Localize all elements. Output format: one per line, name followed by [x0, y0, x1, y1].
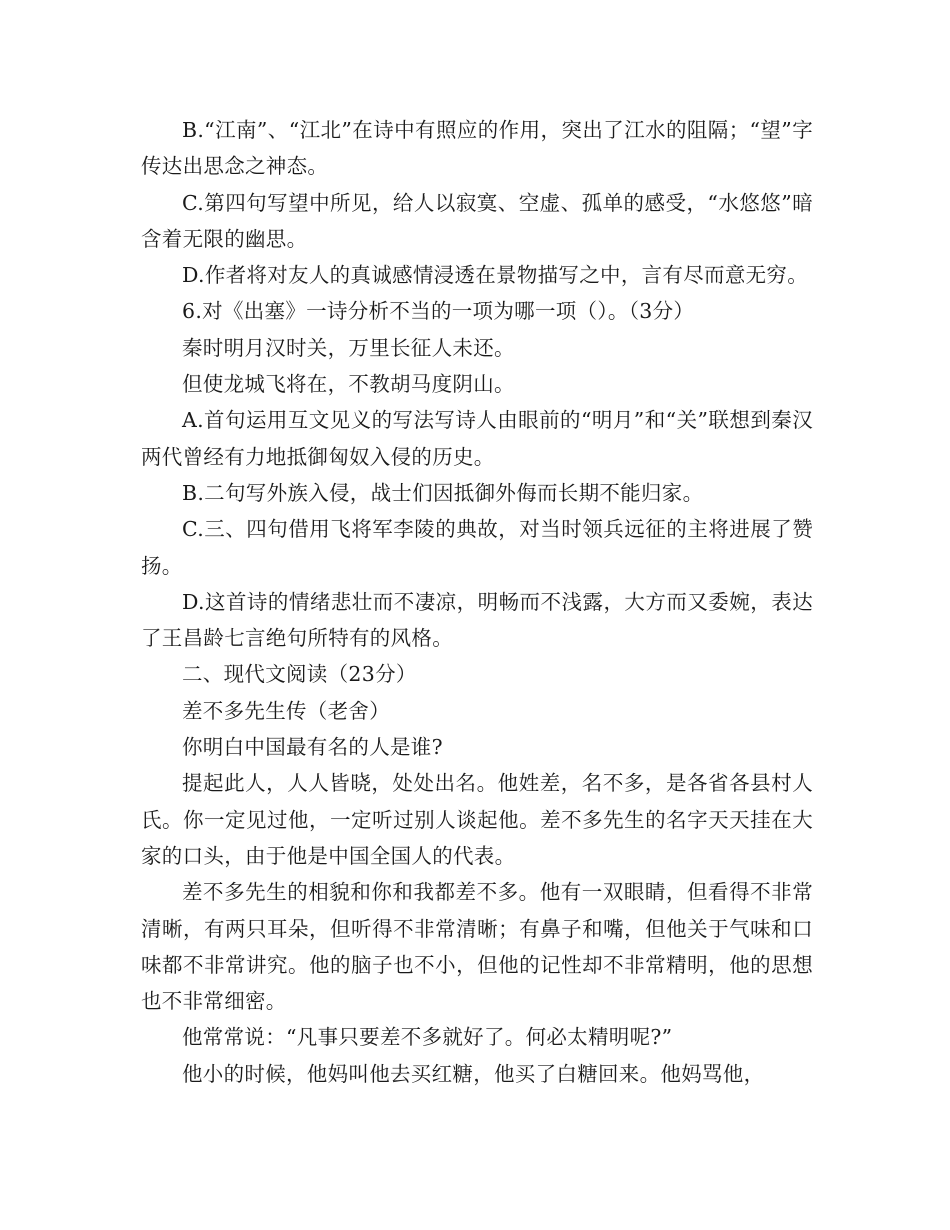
article-paragraph: 你明白中国最有名的人是谁? [182, 735, 443, 760]
question-6: 6.对《出塞》一诗分析不当的一项为哪一项（）。（3分） [182, 299, 695, 324]
option-d-q6: D.这首诗的情绪悲壮而不凄凉，明畅而不浅露，大方而又委婉，表达了王昌龄七言绝句所特有的风格。 [141, 589, 813, 651]
document-body [141, 112, 813, 1092]
option-b-q6: B.二句写外族入侵，战士们因抵御外侮而长期不能归家。 [182, 480, 704, 505]
option-a-q6: A.首句运用互文见义的写法写诗人由眼前的“明月”和“关”联想到秦汉两代曾经有力地抵御匈奴入侵的历史。 [141, 408, 813, 469]
poem-line-1: 秦时明月汉时关，万里长征人未还。 [182, 335, 515, 360]
article-paragraph: 差不多先生的相貌和你和我都差不多。他有一双眼睛，但看得不非常清晰，有两只耳朵，但听得不非常清晰；有鼻子和嘴，但他关于气味和口味都不非常讲究。他的脑子也不小，但他的记性却不非常精明，他的思想也不非常细密。 [141, 880, 813, 1014]
article-paragraph: 他常常说：“凡事只要差不多就好了。何必太精明呢?” [182, 1025, 673, 1050]
article-title: 差不多先生传（老舍） [182, 698, 390, 723]
option-b-poem1: B.“江南”、“江北”在诗中有照应的作用，突出了江水的阻隔；“望”字传达出思念之神态。 [141, 118, 813, 179]
poem-line-2: 但使龙城飞将在，不教胡马度阴山。 [182, 372, 515, 397]
section-heading: 二、现代文阅读（23分） [182, 662, 417, 687]
option-c-poem1: C.第四句写望中所见，给人以寂寞、空虚、孤单的感受，“水悠悠”暗含着无限的幽思。 [141, 190, 813, 251]
option-c-q6: C.三、四句借用飞将军李陵的典故，对当时领兵远征的主将进展了赞扬。 [141, 517, 813, 578]
option-d-poem1: D.作者将对友人的真诚感情浸透在景物描写之中，言有尽而意无穷。 [182, 263, 809, 288]
article-paragraph: 他小的时候，他妈叫他去买红糖，他买了白糖回来。他妈骂他， [182, 1061, 765, 1086]
article-paragraph: 提起此人，人人皆晓，处处出名。他姓差，名不多，是各省各县村人氏。你一定见过他，一定听过别人谈起他。差不多先生的名字天天挂在大家的口头，由于他是中国全国人的代表。 [141, 771, 813, 868]
